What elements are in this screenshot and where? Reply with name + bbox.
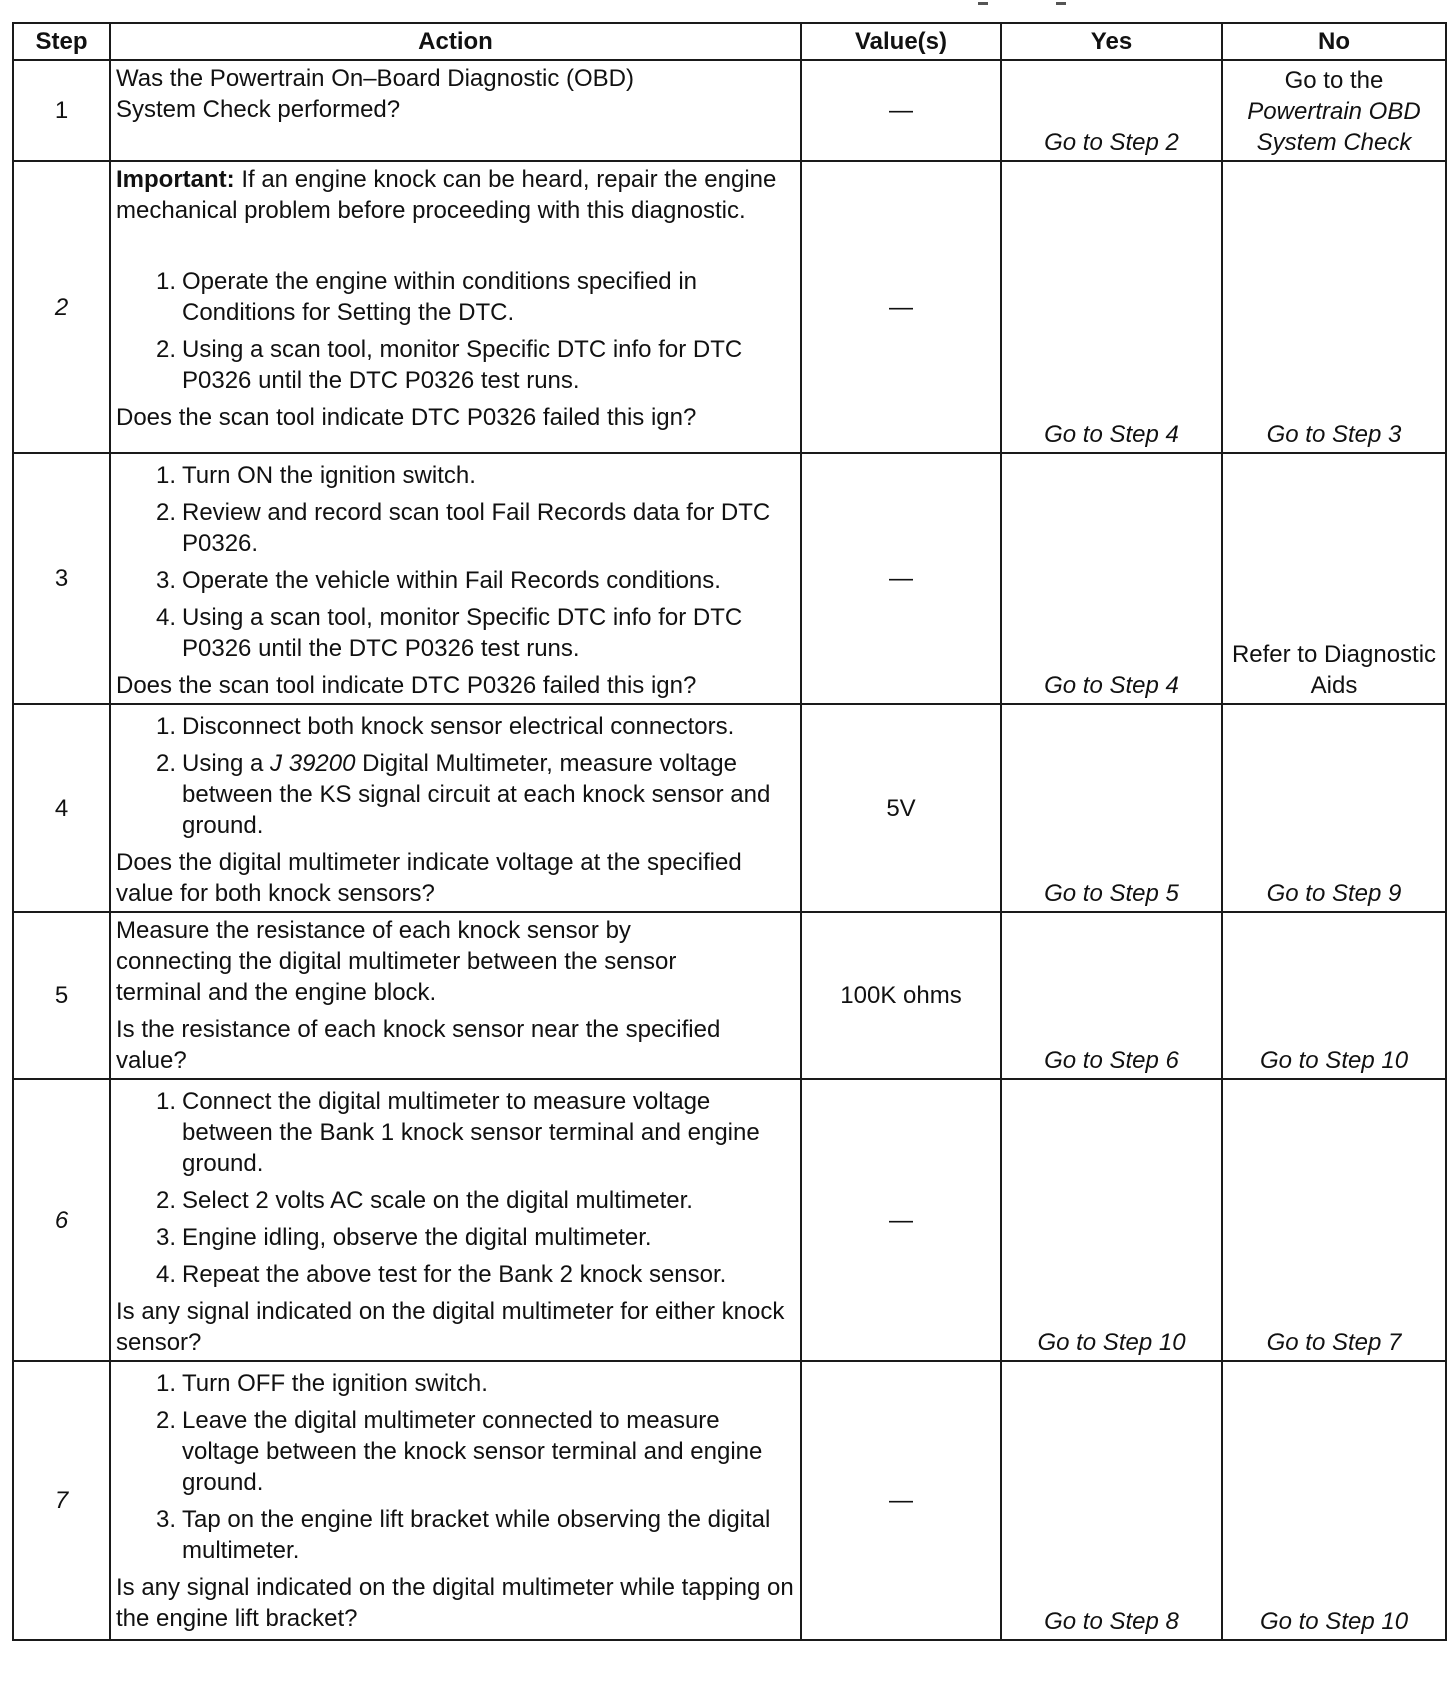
important-label: Important:: [116, 166, 235, 193]
scan-marks: [960, 2, 1080, 10]
no-link: Go to Step 3: [1266, 421, 1402, 448]
value-cell: —: [801, 453, 1001, 704]
list-item: 2. Review and record scan tool Fail Records data for DTC P0326.: [155, 499, 771, 557]
yes-cell: [1001, 704, 1222, 912]
yes-link: Go to Step 2: [1044, 129, 1179, 156]
yes-link: Go to Step 4: [1044, 672, 1179, 699]
list-item: 2. Leave the digital multimeter connected to measure voltage between the knock sensor terminal and engine ground.: [155, 1407, 763, 1496]
list-item: 1. Turn OFF the ignition switch.: [155, 1370, 488, 1397]
diagnostic-table: [12, 22, 1447, 1641]
no-text: Go to the: [1284, 67, 1384, 94]
table-row: [13, 453, 1446, 704]
action-cell: [110, 912, 801, 1079]
tool-number: J 39200: [270, 750, 356, 777]
no-text: Refer to Diagnostic Aids: [1231, 641, 1437, 699]
list-item: 4. Using a scan tool, monitor Specific DTC info for DTC P0326 until the DTC P0326 test runs.: [155, 604, 743, 662]
value-cell: —: [801, 1079, 1001, 1361]
step-number: 2: [13, 161, 110, 453]
list-item: 1. Connect the digital multimeter to measure voltage between the Bank 1 knock sensor terminal and engine ground.: [155, 1088, 760, 1177]
list-item: 1. Disconnect both knock sensor electrical connectors.: [155, 713, 735, 740]
no-link: Go to Step 9: [1266, 880, 1402, 907]
header-action: Action: [110, 23, 801, 60]
yes-cell: [1001, 1361, 1222, 1640]
no-cell: [1222, 453, 1446, 704]
step-number: 3: [13, 453, 110, 704]
action-cell: [110, 161, 801, 453]
question-text: Is the resistance of each knock sensor near the specified value?: [116, 1016, 721, 1074]
table-row: [13, 1361, 1446, 1640]
question-text: Is any signal indicated on the digital multimeter while tapping on the engine lift bracket?: [116, 1574, 794, 1632]
list-item: 1. Turn ON the ignition switch.: [155, 462, 476, 489]
yes-cell: [1001, 161, 1222, 453]
table-row: [13, 1079, 1446, 1361]
steps-list: [116, 1086, 795, 1290]
no-link: Powertrain OBD System Check: [1247, 98, 1421, 156]
value-cell: 100K ohms: [801, 912, 1001, 1079]
yes-link: Go to Step 8: [1044, 1608, 1179, 1635]
step-number: 5: [13, 912, 110, 1079]
header-values: Value(s): [801, 23, 1001, 60]
value-cell: —: [801, 161, 1001, 453]
action-cell: [110, 704, 801, 912]
steps-list: [116, 1368, 795, 1566]
list-item: 2. Select 2 volts AC scale on the digital multimeter.: [155, 1187, 693, 1214]
value-cell: —: [801, 60, 1001, 161]
steps-list: [116, 711, 795, 841]
no-cell: [1222, 704, 1446, 912]
yes-cell: [1001, 60, 1222, 161]
no-cell: [1222, 912, 1446, 1079]
action-cell: [110, 1079, 801, 1361]
no-link: Go to Step 10: [1259, 1047, 1409, 1074]
header-row: [13, 23, 1446, 60]
list-item: 4. Repeat the above test for the Bank 2 knock sensor.: [155, 1261, 727, 1288]
list-item: 2. Using a J 39200 Digital Multimeter, measure voltage between the KS signal circuit at each knock sensor and ground.: [155, 750, 771, 839]
yes-cell: [1001, 912, 1222, 1079]
action-text: Was the Powertrain On–Board Diagnostic (OBD) System Check performed?: [116, 65, 634, 123]
list-item: 1. Operate the engine within conditions specified in Conditions for Setting the DTC.: [155, 268, 697, 326]
yes-link: Go to Step 6: [1044, 1047, 1179, 1074]
action-cell: [110, 1361, 801, 1640]
step-number: 1: [13, 60, 110, 161]
table-row: [13, 704, 1446, 912]
no-link: Go to Step 7: [1266, 1329, 1402, 1356]
value-cell: 5V: [801, 704, 1001, 912]
list-item: 3. Engine idling, observe the digital multimeter.: [155, 1224, 652, 1251]
step-number: 6: [13, 1079, 110, 1361]
no-cell: [1222, 60, 1446, 161]
no-cell: [1222, 161, 1446, 453]
no-cell: [1222, 1079, 1446, 1361]
list-item: 3. Operate the vehicle within Fail Records conditions.: [155, 567, 721, 594]
yes-cell: [1001, 1079, 1222, 1361]
action-cell: [110, 453, 801, 704]
yes-link: Go to Step 10: [1037, 1329, 1186, 1356]
value-cell: —: [801, 1361, 1001, 1640]
list-item: 2. Using a scan tool, monitor Specific DTC info for DTC P0326 until the DTC P0326 test runs.: [155, 336, 743, 394]
steps-list: [116, 266, 795, 396]
step-number: 7: [13, 1361, 110, 1640]
yes-link: Go to Step 5: [1044, 880, 1179, 907]
table-row: [13, 912, 1446, 1079]
no-link: Go to Step 10: [1259, 1608, 1409, 1635]
header-yes: Yes: [1001, 23, 1222, 60]
question-text: Does the digital multimeter indicate voltage at the specified value for both knock sensors?: [116, 849, 742, 907]
important-note: [116, 164, 795, 226]
header-step: Step: [13, 23, 110, 60]
step-number: 4: [13, 704, 110, 912]
table-row: [13, 161, 1446, 453]
question-text: Does the scan tool indicate DTC P0326 failed this ign?: [116, 404, 697, 431]
header-no: No: [1222, 23, 1446, 60]
action-text: Measure the resistance of each knock sensor by connecting the digital multimeter between the sensor terminal and the engine block.: [116, 917, 677, 1006]
list-item: 3. Tap on the engine lift bracket while observing the digital multimeter.: [155, 1506, 771, 1564]
important-text: If an engine knock can be heard, repair the engine mechanical problem before proceeding with this diagnostic.: [116, 166, 777, 224]
table-row: [13, 60, 1446, 161]
action-cell: [110, 60, 801, 161]
yes-link: Go to Step 4: [1044, 421, 1179, 448]
steps-list: [116, 460, 795, 664]
no-cell: [1222, 1361, 1446, 1640]
yes-cell: [1001, 453, 1222, 704]
question-text: Does the scan tool indicate DTC P0326 failed this ign?: [116, 672, 697, 699]
question-text: Is any signal indicated on the digital multimeter for either knock sensor?: [116, 1298, 785, 1356]
